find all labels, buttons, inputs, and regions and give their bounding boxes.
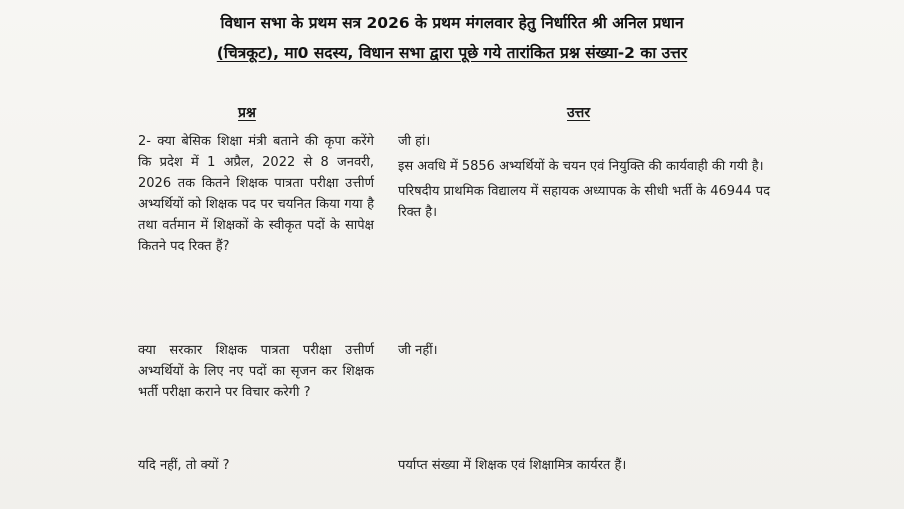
document-title — [90, 8, 814, 68]
title-line-2: (चित्रकूट), मा0 सदस्य, विधान सभा द्वारा पूछे गये तारांकित प्रश्न संख्या-2 का उत्तर — [216, 44, 688, 62]
answer-block-1 — [398, 131, 788, 227]
answer-1-part-2: इस अवधि में 5856 अभ्यर्थियों के चयन एवं नियुक्ति की कार्यवाही की गयी है। — [398, 159, 764, 174]
answer-2-part-1: जी नहीं। — [398, 343, 438, 358]
answer-3-part-1: पर्याप्त संख्या में शिक्षक एवं शिक्षामित्र कार्यरत हैं। — [398, 458, 627, 473]
answer-block-2 — [398, 340, 788, 365]
question-3: यदि नहीं, तो क्यों ? — [138, 458, 230, 473]
title-line-1: विधान सभा के प्रथम सत्र 2026 के प्रथम मंगलवार हेतु निर्धारित श्री अनिल प्रधान — [220, 14, 684, 32]
question-column-heading: प्रश्न — [238, 105, 256, 121]
answer-1-part-3: परिषदीय प्राथमिक विद्यालय में सहायक अध्यापक के सीधी भर्ती के 46944 पद रिक्त है। — [398, 184, 771, 220]
answer-block-3 — [398, 455, 788, 480]
question-1: 2- क्या बेसिक शिक्षा मंत्री बताने की कृपा करेंगे कि प्रदेश में 1 अप्रैल, 2022 से 8 जनवरी, 2026 तक कितने शिक्षक पात्रता परीक्षा उत्तीर्ण अभ्यर्थियों को शिक्षक पद पर चयनित किया गया है तथा वर्तमान में शिक्षकों के स्वीकृत पदों के सापेक्ष कितने पद रिक्त हैं? — [138, 134, 374, 254]
answer-1-part-1: जी हां। — [398, 134, 431, 149]
question-2: क्या सरकार शिक्षक पात्रता परीक्षा उत्तीर्ण अभ्यर्थियों के लिए नए पदों का सृजन कर शिक्षक भर्ती परीक्षा कराने पर विचार करेगी ? — [138, 343, 374, 400]
answer-column-heading: उत्तर — [567, 105, 591, 121]
